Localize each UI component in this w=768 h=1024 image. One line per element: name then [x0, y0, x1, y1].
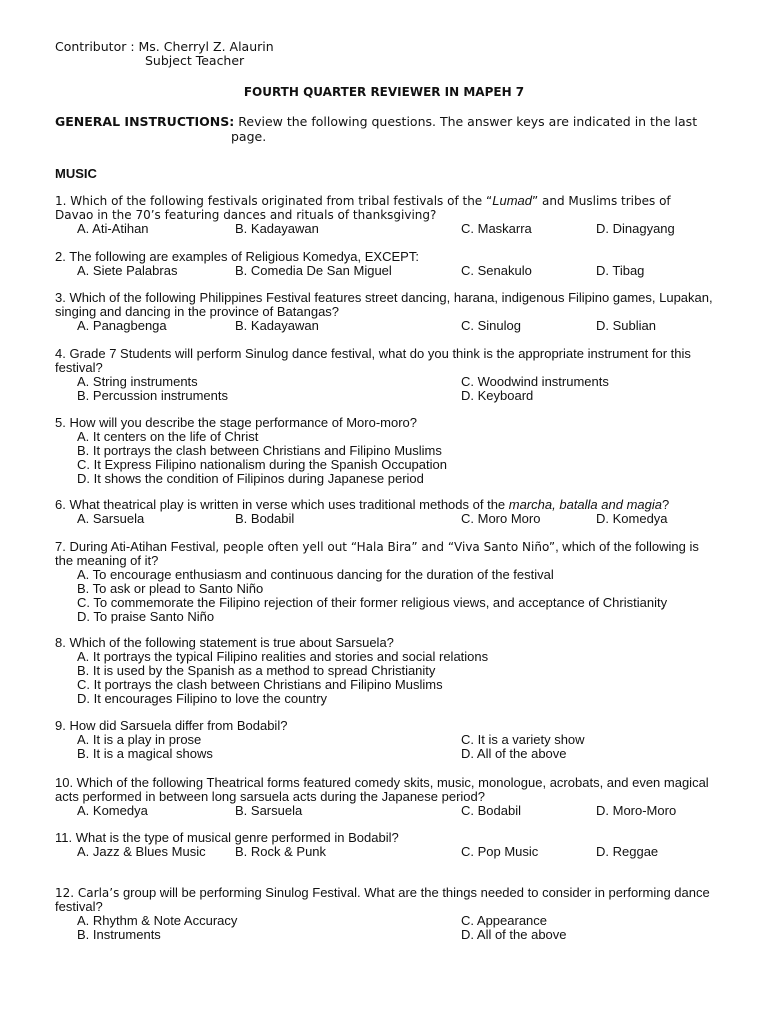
instructions-label: GENERAL INSTRUCTIONS: — [55, 114, 235, 129]
question-text: 3. Which of the following Philippines Festival features street dancing, harana, indigenous Filipino games, Lupakan, singing and dancing in the province of Batangas? — [55, 290, 713, 319]
option-a: A. String instruments — [77, 374, 198, 389]
question-text: 11. What is the type of musical genre performed in Bodabil? — [55, 830, 399, 845]
option-d: D. To praise Santo Niño — [77, 609, 215, 624]
options-row — [55, 375, 715, 389]
question-text: 12. Carla’s group will be performing Sinulog Festival. What are the things needed to consider in performing dance festival? — [55, 885, 710, 914]
instructions-text-cont: page. — [231, 129, 267, 144]
options-row — [55, 845, 715, 859]
options-row — [55, 222, 715, 236]
option-d: D. Reggae — [596, 844, 659, 859]
question-text: 2. The following are examples of Religious Komedya, EXCEPT: — [55, 249, 419, 264]
option-b: B. Rock & Punk — [235, 844, 327, 859]
option-d: D. Dinagyang — [596, 221, 675, 236]
option-c: C. Bodabil — [461, 803, 521, 818]
option-d: D. Keyboard — [461, 388, 534, 403]
option-d: D. All of the above — [461, 746, 567, 761]
question-text: 5. How will you describe the stage performance of Moro-moro? — [55, 415, 417, 430]
option-a: A. To encourage enthusiasm and continuous dancing for the duration of the festival — [77, 567, 554, 582]
option-c: C. Pop Music — [461, 844, 539, 859]
general-instructions — [55, 114, 715, 144]
options-row — [55, 747, 715, 761]
question-9 — [55, 719, 715, 761]
option-c: C. Senakulo — [461, 263, 532, 278]
question-text: 1. Which of the following festivals originated from tribal festivals of the “Lumad” and Muslims tribes of Davao in the 70’s featuring dances and rituals of thanksgiving? — [55, 193, 671, 222]
option-a: A. Jazz & Blues Music — [77, 844, 206, 859]
option-d: D. Moro-Moro — [596, 803, 677, 818]
option-c: C. Moro Moro — [461, 511, 541, 526]
section-heading-music: MUSIC — [55, 166, 97, 181]
option-d: D. Sublian — [596, 318, 656, 333]
question-12 — [55, 886, 715, 942]
option-a: A. It portrays the typical Filipino realities and stories and social relations — [77, 649, 489, 664]
option-d: D. Tibag — [596, 263, 645, 278]
option-b: B. Percussion instruments — [77, 388, 229, 403]
question-2 — [55, 250, 715, 278]
option-b: B. It is a magical shows — [77, 746, 213, 761]
option-c: C. Sinulog — [461, 318, 521, 333]
question-3 — [55, 291, 715, 333]
question-text: 10. Which of the following Theatrical forms featured comedy skits, music, monologue, acrobats, and even magical acts performed in between long sarsuela acts during the Japanese period? — [55, 775, 709, 804]
option-b: B. To ask or plead to Santo Niño — [77, 581, 264, 596]
option-b: B. Comedia De San Miguel — [235, 263, 392, 278]
option-d: D. All of the above — [461, 927, 567, 942]
question-text: 6. What theatrical play is written in verse which uses traditional methods of the marcha, batalla and magia? — [55, 497, 670, 512]
options-row — [55, 512, 715, 526]
option-c: C. It portrays the clash between Christians and Filipino Muslims — [77, 677, 443, 692]
question-text: 7. During Ati-Atihan Festival, people often yell out “Hala Bira” and “Viva Santo Niño”, which of the following is the meaning of it? — [55, 539, 699, 568]
question-8 — [55, 636, 715, 706]
question-5 — [55, 416, 715, 486]
options-row — [55, 914, 715, 928]
option-a: A. It is a play in prose — [77, 732, 202, 747]
contributor-name: Contributor : Ms. Cherryl Z. Alaurin — [55, 39, 274, 54]
option-b: B. Sarsuela — [235, 803, 303, 818]
question-text: 9. How did Sarsuela differ from Bodabil? — [55, 718, 288, 733]
option-a: A. Sarsuela — [77, 511, 145, 526]
question-6 — [55, 498, 715, 526]
question-10 — [55, 776, 715, 818]
contributor-block — [55, 40, 274, 68]
option-a: A. Rhythm & Note Accuracy — [77, 913, 238, 928]
options-row — [55, 804, 715, 818]
option-c: C. Woodwind instruments — [461, 374, 609, 389]
option-d: D. It shows the condition of Filipinos during Japanese period — [77, 471, 424, 486]
option-c: C. It is a variety show — [461, 732, 585, 747]
option-a: A. Panagbenga — [77, 318, 167, 333]
options-row — [55, 264, 715, 278]
contributor-role: Subject Teacher — [145, 53, 245, 68]
option-c: C. To commemorate the Filipino rejection of their former religious views, and acceptance of Christianity — [77, 595, 668, 610]
page-title: FOURTH QUARTER REVIEWER IN MAPEH 7 — [243, 85, 525, 99]
option-a: A. Siete Palabras — [77, 263, 178, 278]
option-b: B. Bodabil — [235, 511, 295, 526]
options-row — [55, 733, 715, 747]
option-b: B. Kadayawan — [235, 221, 319, 236]
options-row — [55, 319, 715, 333]
options-row — [55, 389, 715, 403]
option-b: B. It portrays the clash between Christians and Filipino Muslims — [77, 443, 442, 458]
question-text: 4. Grade 7 Students will perform Sinulog dance festival, what do you think is the appropriate instrument for this festival? — [55, 346, 691, 375]
question-1 — [55, 194, 715, 236]
question-7 — [55, 540, 715, 624]
instructions-text: Review the following questions. The answer keys are indicated in the last — [238, 114, 698, 129]
question-text: 8. Which of the following statement is true about Sarsuela? — [55, 635, 394, 650]
option-b: B. It is used by the Spanish as a method to spread Christianity — [77, 663, 436, 678]
option-d: D. Komedya — [596, 511, 668, 526]
option-d: D. It encourages Filipino to love the country — [77, 691, 328, 706]
option-a: A. It centers on the life of Christ — [77, 429, 259, 444]
option-a: A. Ati-Atihan — [77, 221, 149, 236]
option-a: A. Komedya — [77, 803, 148, 818]
option-c: C. It Express Filipino nationalism during the Spanish Occupation — [77, 457, 447, 472]
option-c: C. Maskarra — [461, 221, 532, 236]
question-11 — [55, 831, 715, 859]
option-b: B. Kadayawan — [235, 318, 319, 333]
option-c: C. Appearance — [461, 913, 548, 928]
option-b: B. Instruments — [77, 927, 161, 942]
options-row — [55, 928, 715, 942]
question-4 — [55, 347, 715, 403]
